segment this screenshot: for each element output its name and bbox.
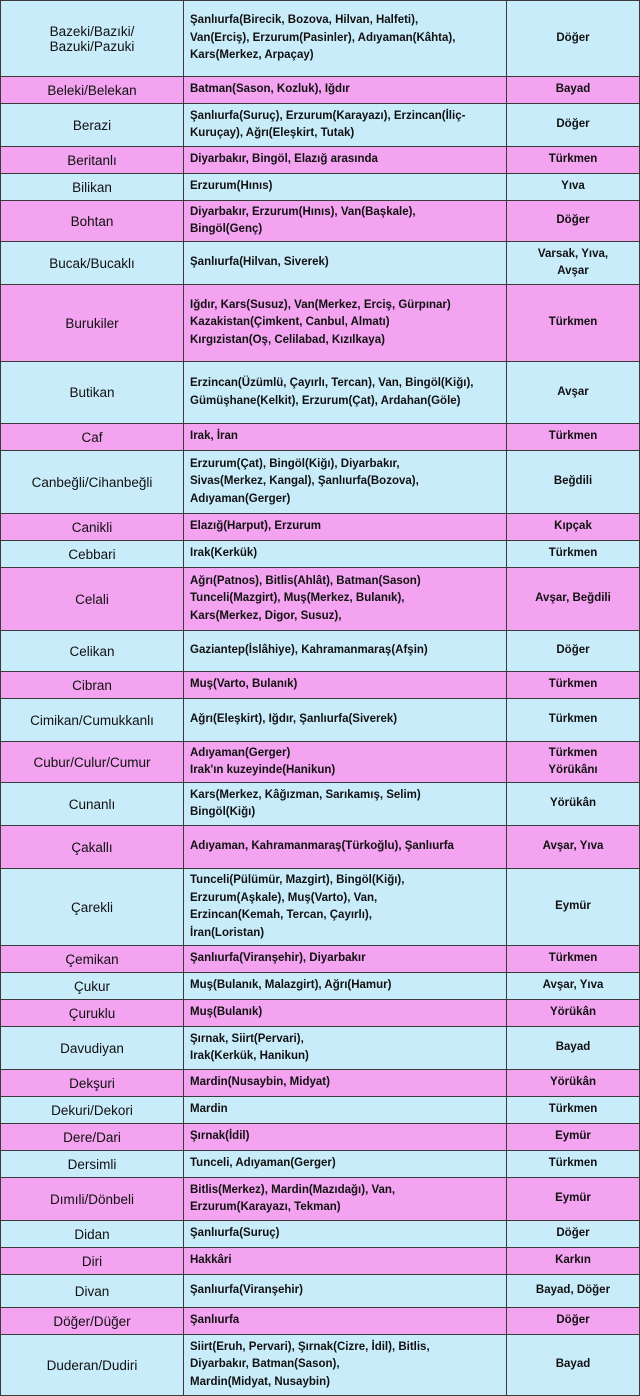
group-cell: Eymür xyxy=(507,1178,640,1221)
regions-cell: Mardin xyxy=(184,1097,507,1124)
table-row xyxy=(1,1070,640,1097)
table-row xyxy=(1,1000,640,1027)
group-cell: Döğer xyxy=(507,104,640,147)
regions-cell: Muş(Bulanık, Malazgirt), Ağrı(Hamur) xyxy=(184,973,507,1000)
tribe-name-cell: Canbeğli/Cihanbeğli xyxy=(1,451,184,514)
regions-cell: Diyarbakır, Erzurum(Hınıs), Van(Başkale), Bingöl(Genç) xyxy=(184,201,507,242)
table-row xyxy=(1,742,640,783)
table-row xyxy=(1,672,640,699)
tribe-name-cell: Berazi xyxy=(1,104,184,147)
group-cell: Döğer xyxy=(507,1308,640,1335)
tribe-name-cell: Celali xyxy=(1,568,184,631)
tribe-name-cell: Çarekli xyxy=(1,869,184,946)
tribe-table-body xyxy=(1,1,640,1396)
table-row xyxy=(1,946,640,973)
tribe-name-cell: Duderan/Dudiri xyxy=(1,1335,184,1396)
table-row xyxy=(1,285,640,362)
tribe-name-cell: Bucak/Bucaklı xyxy=(1,242,184,285)
tribe-name-cell: Burukiler xyxy=(1,285,184,362)
table-row xyxy=(1,699,640,742)
regions-cell: Şanlıurfa xyxy=(184,1308,507,1335)
table-row xyxy=(1,451,640,514)
regions-cell: Muş(Bulanık) xyxy=(184,1000,507,1027)
group-cell: Türkmen xyxy=(507,672,640,699)
tribe-name-cell: Cimikan/Cumukkanlı xyxy=(1,699,184,742)
regions-cell: Erzurum(Hınıs) xyxy=(184,174,507,201)
regions-cell: Iğdır, Kars(Susuz), Van(Merkez, Erciş, Gürpınar) Kazakistan(Çimkent, Canbul, Almatı) Kırgızistan(Oş, Celilabad, Kızılkaya) xyxy=(184,285,507,362)
tribe-name-cell: Dekşuri xyxy=(1,1070,184,1097)
group-cell: Türkmen xyxy=(507,1097,640,1124)
group-cell: Türkmen xyxy=(507,147,640,174)
tribe-name-cell: Davudiyan xyxy=(1,1027,184,1070)
group-cell: Döğer xyxy=(507,1,640,77)
tribe-name-cell: Didan xyxy=(1,1221,184,1248)
group-cell: Avşar, Yıva xyxy=(507,826,640,869)
group-cell: Avşar xyxy=(507,362,640,424)
regions-cell: Ağrı(Patnos), Bitlis(Ahlât), Batman(Sason) Tunceli(Mazgirt), Muş(Merkez, Bulanık), Kars(Merkez, Digor, Susuz), xyxy=(184,568,507,631)
regions-cell: Hakkâri xyxy=(184,1248,507,1275)
table-row xyxy=(1,1275,640,1308)
regions-cell: Şanlıurfa(Hilvan, Siverek) xyxy=(184,242,507,285)
tribe-name-cell: Cunanlı xyxy=(1,783,184,826)
tribe-name-cell: Döğer/Düğer xyxy=(1,1308,184,1335)
group-cell: Varsak, Yıva, Avşar xyxy=(507,242,640,285)
tribe-name-cell: Çemikan xyxy=(1,946,184,973)
tribe-name-cell: Beritanlı xyxy=(1,147,184,174)
group-cell: Döğer xyxy=(507,1221,640,1248)
group-cell: Bayad, Döğer xyxy=(507,1275,640,1308)
regions-cell: Şanlıurfa(Birecik, Bozova, Hilvan, Halfeti), Van(Erciş), Erzurum(Pasinler), Adıyaman(Kâhta), Kars(Merkez, Arpaçay) xyxy=(184,1,507,77)
tribe-name-cell: Dımıli/Dönbeli xyxy=(1,1178,184,1221)
group-cell: Yıva xyxy=(507,174,640,201)
table-row xyxy=(1,541,640,568)
tribe-name-cell: Çuruklu xyxy=(1,1000,184,1027)
regions-cell: Kars(Merkez, Kâğızman, Sarıkamış, Selim) Bingöl(Kiğı) xyxy=(184,783,507,826)
table-row xyxy=(1,1027,640,1070)
group-cell: Avşar, Yıva xyxy=(507,973,640,1000)
table-row xyxy=(1,869,640,946)
tribe-name-cell: Çakallı xyxy=(1,826,184,869)
group-cell: Döğer xyxy=(507,201,640,242)
regions-cell: Bitlis(Merkez), Mardin(Mazıdağı), Van, Erzurum(Karayazı, Tekman) xyxy=(184,1178,507,1221)
regions-cell: Erzincan(Üzümlü, Çayırlı, Tercan), Van, Bingöl(Kiğı), Gümüşhane(Kelkit), Erzurum(Çat), Ardahan(Göle) xyxy=(184,362,507,424)
group-cell: Eymür xyxy=(507,869,640,946)
table-row xyxy=(1,1151,640,1178)
table-row xyxy=(1,631,640,672)
regions-cell: Irak, İran xyxy=(184,424,507,451)
regions-cell: Tunceli, Adıyaman(Gerger) xyxy=(184,1151,507,1178)
table-row xyxy=(1,147,640,174)
group-cell: Beğdili xyxy=(507,451,640,514)
regions-cell: Şanlıurfa(Suruç), Erzurum(Karayazı), Erzincan(İliç- Kuruçay), Ağrı(Eleşkirt, Tutak) xyxy=(184,104,507,147)
regions-cell: Batman(Sason, Kozluk), Iğdır xyxy=(184,77,507,104)
tribe-name-cell: Bohtan xyxy=(1,201,184,242)
group-cell: Türkmen xyxy=(507,946,640,973)
regions-cell: Şanlıurfa(Suruç) xyxy=(184,1221,507,1248)
tribe-name-cell: Canikli xyxy=(1,514,184,541)
tribe-name-cell: Cebbari xyxy=(1,541,184,568)
group-cell: Türkmen xyxy=(507,285,640,362)
table-row xyxy=(1,362,640,424)
group-cell: Yörükân xyxy=(507,1070,640,1097)
regions-cell: Elazığ(Harput), Erzurum xyxy=(184,514,507,541)
group-cell: Bayad xyxy=(507,1027,640,1070)
regions-cell: Ağrı(Eleşkirt), Iğdır, Şanlıurfa(Siverek) xyxy=(184,699,507,742)
group-cell: Türkmen xyxy=(507,541,640,568)
table-row xyxy=(1,568,640,631)
table-row xyxy=(1,1178,640,1221)
table-row xyxy=(1,1308,640,1335)
group-cell: Eymür xyxy=(507,1124,640,1151)
table-row xyxy=(1,514,640,541)
regions-cell: Diyarbakır, Bingöl, Elazığ arasında xyxy=(184,147,507,174)
table-row xyxy=(1,1124,640,1151)
tribe-name-cell: Divan xyxy=(1,1275,184,1308)
group-cell: Yörükân xyxy=(507,1000,640,1027)
tribe-name-cell: Dekuri/Dekori xyxy=(1,1097,184,1124)
regions-cell: Şanlıurfa(Viranşehir) xyxy=(184,1275,507,1308)
regions-cell: Şırnak, Siirt(Pervari), Irak(Kerkük, Hanikun) xyxy=(184,1027,507,1070)
regions-cell: Gaziantep(İslâhiye), Kahramanmaraş(Afşin) xyxy=(184,631,507,672)
table-row xyxy=(1,973,640,1000)
table-row xyxy=(1,1335,640,1396)
tribe-name-cell: Dere/Dari xyxy=(1,1124,184,1151)
tribe-name-cell: Bilikan xyxy=(1,174,184,201)
table-row xyxy=(1,1221,640,1248)
table-row xyxy=(1,424,640,451)
table-row xyxy=(1,1,640,77)
group-cell: Bayad xyxy=(507,1335,640,1396)
group-cell: Karkın xyxy=(507,1248,640,1275)
group-cell: Bayad xyxy=(507,77,640,104)
regions-cell: Şanlıurfa(Viranşehir), Diyarbakır xyxy=(184,946,507,973)
tribe-name-cell: Butikan xyxy=(1,362,184,424)
group-cell: Türkmen xyxy=(507,699,640,742)
table-row xyxy=(1,242,640,285)
group-cell: Türkmen Yörükânı xyxy=(507,742,640,783)
regions-cell: Siirt(Eruh, Pervari), Şırnak(Cizre, İdil), Bitlis, Diyarbakır, Batman(Sason), Mardin(Midyat, Nusaybin) xyxy=(184,1335,507,1396)
tribe-name-cell: Çukur xyxy=(1,973,184,1000)
table-row xyxy=(1,1248,640,1275)
tribe-name-cell: Cibran xyxy=(1,672,184,699)
table-row xyxy=(1,826,640,869)
tribe-name-cell: Bazeki/Bazıki/ Bazuki/Pazuki xyxy=(1,1,184,77)
tribe-name-cell: Cubur/Culur/Cumur xyxy=(1,742,184,783)
regions-cell: Mardin(Nusaybin, Midyat) xyxy=(184,1070,507,1097)
group-cell: Türkmen xyxy=(507,1151,640,1178)
group-cell: Avşar, Beğdili xyxy=(507,568,640,631)
table-row xyxy=(1,1097,640,1124)
regions-cell: Şırnak(İdil) xyxy=(184,1124,507,1151)
regions-cell: Adıyaman, Kahramanmaraş(Türkoğlu), Şanlıurfa xyxy=(184,826,507,869)
regions-cell: Adıyaman(Gerger) Irak'ın kuzeyinde(Hanikun) xyxy=(184,742,507,783)
group-cell: Yörükân xyxy=(507,783,640,826)
regions-cell: Muş(Varto, Bulanık) xyxy=(184,672,507,699)
tribe-name-cell: Dersimli xyxy=(1,1151,184,1178)
table-row xyxy=(1,174,640,201)
tribe-name-cell: Celikan xyxy=(1,631,184,672)
table-row xyxy=(1,77,640,104)
regions-cell: Irak(Kerkük) xyxy=(184,541,507,568)
table-row xyxy=(1,201,640,242)
table-row xyxy=(1,104,640,147)
regions-cell: Erzurum(Çat), Bingöl(Kiğı), Diyarbakır, Sivas(Merkez, Kangal), Şanlıurfa(Bozova), Adıyaman(Gerger) xyxy=(184,451,507,514)
table-row xyxy=(1,783,640,826)
regions-cell: Tunceli(Pülümür, Mazgirt), Bingöl(Kiğı), Erzurum(Aşkale), Muş(Varto), Van, Erzincan(Kemah, Tercan, Çayırlı), İran(Loristan) xyxy=(184,869,507,946)
tribe-name-cell: Beleki/Belekan xyxy=(1,77,184,104)
group-cell: Kıpçak xyxy=(507,514,640,541)
tribe-name-cell: Diri xyxy=(1,1248,184,1275)
group-cell: Türkmen xyxy=(507,424,640,451)
tribe-name-cell: Caf xyxy=(1,424,184,451)
group-cell: Döğer xyxy=(507,631,640,672)
